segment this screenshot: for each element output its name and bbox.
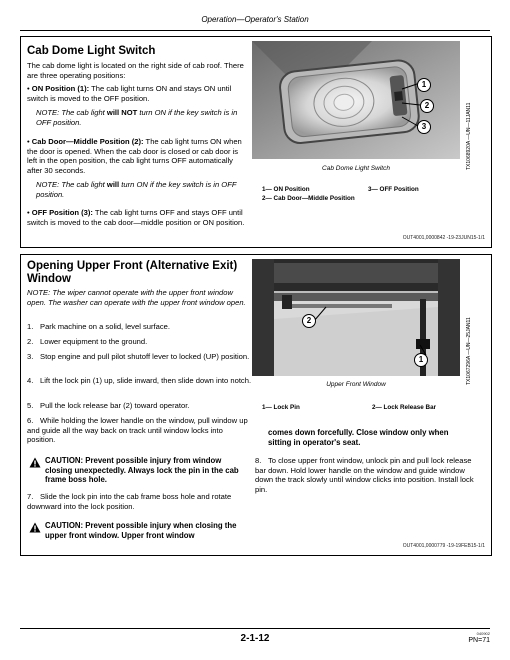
section1-intro: The cab dome light is located on the right side of cab roof. There are three operating positions: [27,61,244,80]
bullet-on-text: The cab light turns ON and stays ON until switch is moved to the OFF position. [27,84,232,103]
section1-title: Cab Dome Light Switch [27,45,156,57]
caution-window-closing: CAUTION: Prevent possible injury from window closing unexpectedly. Always lock the pin in the cab frame boss hole. [45,456,239,484]
note-will [36,180,241,199]
figure1-id: TX1068920A —UN—11JAN11 [466,102,472,170]
step-6-text: While holding the lower handle on the window, pull window up and guide all the way back on track until window locks into position. [27,416,248,444]
caution-icon [29,457,41,468]
caution-upper-window: CAUTION: Prevent possible injury when closing the upper front window. Upper front window [45,521,237,540]
legend-off: 3— OFF Position [368,186,419,193]
footer-small-code: 040902 [476,631,490,636]
step-7-text: Slide the lock pin into the cab frame boss hole and rotate downward into the lock position. [27,492,232,511]
note2-b: will [106,180,120,189]
bullet-middle-position: • Cab Door—Middle Position (2): The cab light turns ON when the door is opened. When the cab door is closed or cab door is left in the open position, the cab light turns OFF automatically after 30 seconds. [27,137,242,175]
step-4-text: Lift the lock pin (1) up, slide inward, then slide down into notch. [40,376,252,385]
step-3-num: 3. [27,352,34,361]
step-1-num: 1. [27,322,34,331]
note1-a: NOTE: The cab light [36,108,107,117]
callout-3: 3 [417,120,431,134]
legend-lock-pin: 1— Lock Pin [262,404,300,411]
upper-window-photo [252,259,460,376]
figure2-caption: Upper Front Window [326,381,386,388]
page-number: 2-1-12 [240,633,270,644]
section2-note: NOTE: The wiper cannot operate with the upper front window open. The washer can operate with the upper front window open. [27,288,246,307]
step-2-num: 2. [27,337,34,346]
section2-code: OUT4001,0000779 -19-19FEB15-1/1 [402,543,485,549]
step-5-num: 5. [27,401,34,410]
note1-b: will NOT [106,108,138,117]
step-2-text: Lower equipment to the ground. [40,337,148,346]
footer-rule [20,628,490,629]
step-1-text: Park machine on a solid, level surface. [40,322,171,331]
figure1-caption: Cab Dome Light Switch [322,165,390,172]
step-8 [255,456,480,494]
bullet-off-label: OFF Position (3): [31,208,93,217]
pn-label: PN=71 [468,637,490,644]
legend-on: 1— ON Position [262,186,310,193]
caution-continued: comes down forcefully. Close window only when sitting in operator's seat. [268,428,449,447]
step-3-text: Stop engine and pull pilot shutoff lever to locked (UP) position. [40,352,250,361]
step-7 [27,492,252,511]
caution-icon [29,522,41,533]
step-3 [27,352,252,362]
step-8-num: 8. [255,456,262,465]
step-7-num: 7. [27,492,34,501]
bullet-middle-label: Cab Door—Middle Position (2): [31,137,144,146]
legend-middle: 2— Cab Door—Middle Position [262,195,355,202]
step-8-text: To close upper front window, unlock pin and pull lock release bar down. Hold lower handle on the window and guide window down the track slowly until window clicks into position. Install lock pin. [255,456,474,494]
callout-lock-release-bar: 2 [302,314,316,328]
header-rule [20,30,490,31]
bullet-off-position: • OFF Position (3): The cab light turns OFF and stays OFF until switch is moved to the cab door—middle position or ON position. [27,208,245,227]
step-4 [27,376,252,386]
step-6-num: 6. [27,416,34,425]
legend-lock-release-bar: 2— Lock Release Bar [372,404,437,411]
step-1 [27,322,252,332]
callout-lock-pin: 1 [414,353,428,367]
section1-code: OUT4001,0000842 -19-23JUN15-1/1 [402,235,485,241]
bullet-on-position: • ON Position (1): The cab light turns ON and stays ON until switch is moved to the OFF position. [27,84,232,103]
step-5-text: Pull the lock release bar (2) toward operator. [40,401,190,410]
section2-title: Opening Upper Front (Alternative Exit) Window [27,260,238,285]
callout-2: 2 [420,99,434,113]
step-4-num: 4. [27,376,34,385]
note2-a: NOTE: The cab light [36,180,107,189]
callout-1: 1 [417,78,431,92]
note1-c: turn ON if the key switch is in OFF position. [36,108,238,127]
note2-c: turn ON if the key switch is in OFF position. [36,180,237,199]
note-will-not [36,108,241,127]
figure2-id: TX1067296A —UN—25JAN11 [466,317,472,385]
step-6 [27,416,252,445]
bullet-off-text: The cab light turns OFF and stays OFF until switch is moved to the cab door—middle position or ON position. [27,208,245,227]
bullet-on-label: ON Position (1): [31,84,90,93]
bullet-middle-text: The cab light turns ON when the door is opened. When the cab door is closed or cab door is left in the open position, the cab light turns OFF automatically after 30 seconds. [27,137,242,175]
step-5 [27,401,252,411]
page-header: Operation—Operator's Station [201,15,309,24]
step-2 [27,337,252,347]
